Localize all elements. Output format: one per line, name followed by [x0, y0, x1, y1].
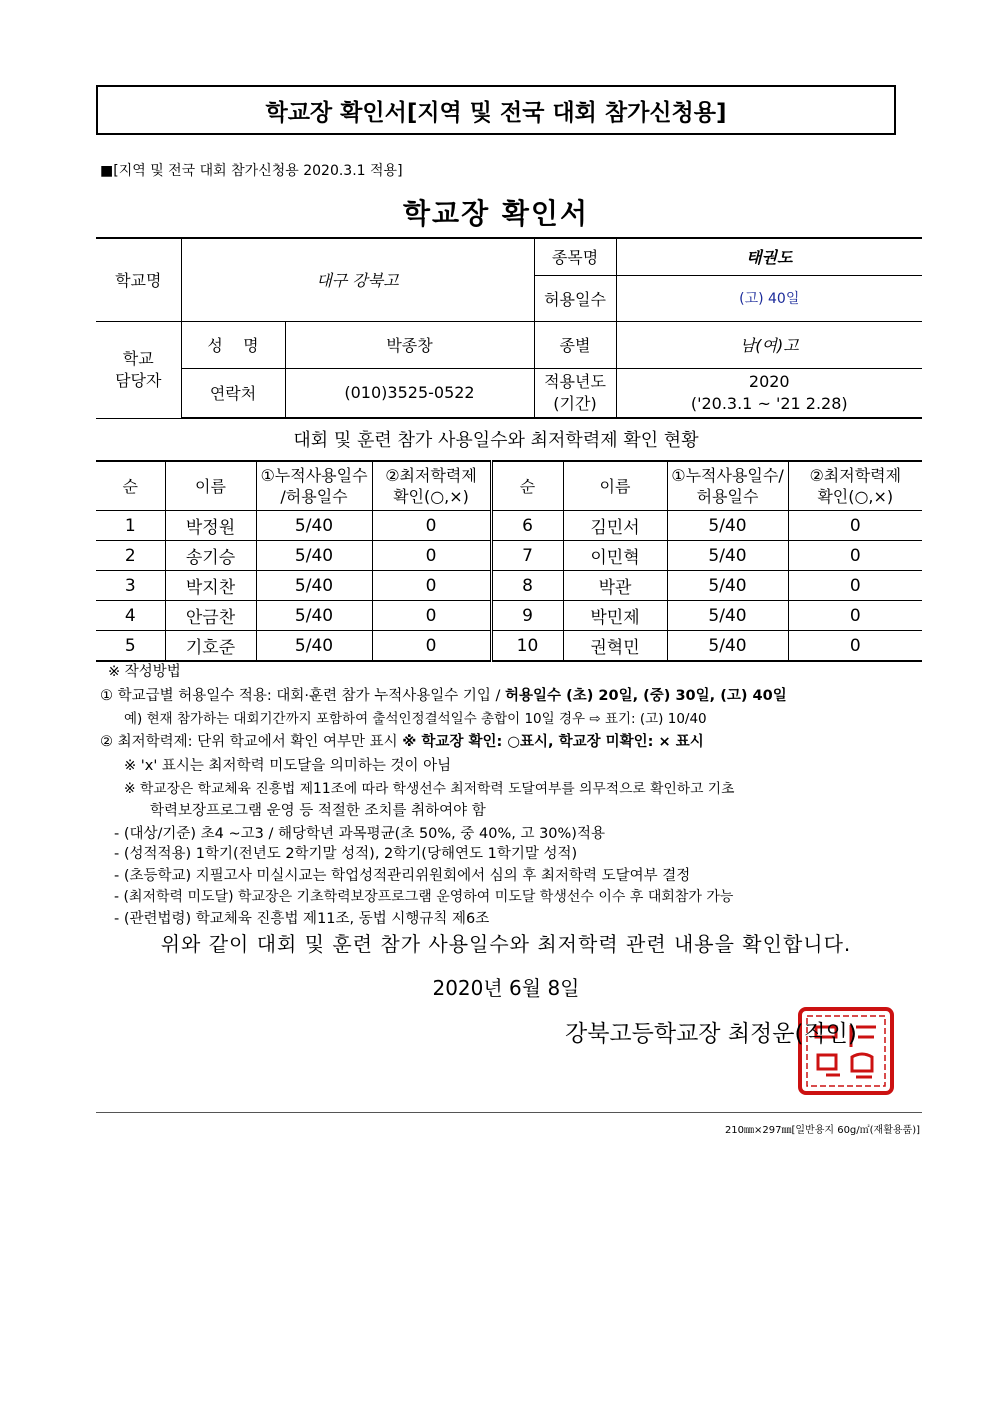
student-no: 9 [491, 601, 563, 631]
principal-signature: 강북고등학교장 최정운(직인) [565, 1021, 857, 1047]
student-no: 1 [96, 511, 165, 541]
table-row [96, 541, 922, 571]
subtitle: ■[지역 및 전국 대회 참가신청용 2020.3.1 적용] [100, 163, 403, 179]
note-4b: 학력보장프로그램 운영 등 적절한 조치를 취하여야 함 [150, 803, 486, 819]
col-name: 이름 [563, 461, 667, 511]
col-no: 순 [96, 461, 165, 511]
status-title: 대회 및 훈련 참가 사용일수와 최저학력제 확인 현황 [293, 430, 699, 451]
col-days: ①누적사용일수/ 허용일수 [667, 461, 788, 511]
student-days: 5/40 [667, 601, 788, 631]
manager-label: 학교 담당자 [96, 321, 181, 418]
note-2-text: ② 최저학력제: 단위 학교에서 확인 여부만 표시 [100, 734, 403, 750]
col-name: 이름 [165, 461, 256, 511]
status-table [96, 460, 922, 662]
school-name-value: 대구 강북고 [181, 238, 534, 321]
name-label: 성 명 [181, 321, 285, 368]
student-name: 송기승 [165, 541, 256, 571]
student-no: 5 [96, 631, 165, 662]
student-check: 0 [372, 541, 491, 571]
year-cell [616, 368, 922, 418]
note-1-bold: 허용일수 (초) 20일, (중) 30일, (고) 40일 [505, 688, 787, 704]
detail-4: - (최저학력 미도달) 학교장은 기초학력보장프로그램 운영하여 미도달 학생선수 이수 후 대회참가 가능 [114, 889, 734, 905]
note-2 [100, 730, 704, 751]
header-title: 학교장 확인서[지역 및 전국 대회 참가신청용] [96, 85, 896, 135]
student-name: 이민혁 [563, 541, 667, 571]
col-check: ②최저학력제 확인(○,×) [372, 461, 491, 511]
student-days: 5/40 [667, 511, 788, 541]
student-name: 박민제 [563, 601, 667, 631]
contact-label: 연락처 [181, 368, 285, 418]
paper-spec: 210㎜×297㎜[일반용지 60g/㎡(재활용품)] [724, 1125, 920, 1136]
student-check: 0 [372, 631, 491, 662]
student-check: 0 [372, 571, 491, 601]
student-days: 5/40 [256, 601, 372, 631]
category-value: 남(여)고 [616, 321, 922, 368]
event-value: 태권도 [616, 238, 922, 275]
detail-3: - (초등학교) 지필고사 미실시교는 학업성적관리위원회에서 심의 후 최저학력 도달여부 결정 [114, 868, 691, 884]
student-name: 권혁민 [563, 631, 667, 662]
footer-divider [96, 1112, 922, 1113]
student-no: 4 [96, 601, 165, 631]
student-name: 기호준 [165, 631, 256, 662]
student-days: 5/40 [667, 541, 788, 571]
info-table [96, 237, 922, 419]
table-row [96, 571, 922, 601]
note-1-text: ① 학교급별 허용일수 적용: 대회·훈련 참가 누적사용일수 기입 / [100, 688, 506, 704]
col-days: ①누적사용일수 /허용일수 [256, 461, 372, 511]
student-check: 0 [788, 631, 922, 662]
student-days: 5/40 [256, 511, 372, 541]
student-check: 0 [372, 511, 491, 541]
category-label: 종별 [534, 321, 616, 368]
student-name: 박지찬 [165, 571, 256, 601]
student-name: 김민서 [563, 511, 667, 541]
note-3: ※ 'x' 표시는 최저학력 미도달을 의미하는 것이 아님 [124, 758, 452, 774]
student-days: 5/40 [256, 631, 372, 662]
allowed-days-value: (고) 40일 [616, 275, 922, 321]
student-check: 0 [788, 541, 922, 571]
period-value: ('20.3.1 ~ '21 2.28) [690, 393, 848, 413]
col-check: ②최저학력제 확인(○,×) [788, 461, 922, 511]
student-no: 6 [491, 511, 563, 541]
table-row [96, 601, 922, 631]
student-name: 박관 [563, 571, 667, 601]
student-no: 2 [96, 541, 165, 571]
student-name: 박정원 [165, 511, 256, 541]
student-check: 0 [788, 571, 922, 601]
note-1-example: 예) 현재 참가하는 대회기간까지 포함하여 출석인정결석일수 총합이 10일 경우 ⇨ 표기: (고) 10/40 [124, 711, 707, 727]
note-1 [100, 684, 787, 705]
student-no: 8 [491, 571, 563, 601]
note-2-bold: ※ 학교장 확인: ○표시, 학교장 미확인: × 표시 [402, 734, 704, 750]
student-check: 0 [372, 601, 491, 631]
student-check: 0 [788, 511, 922, 541]
table-row [96, 511, 922, 541]
year-label: 적용년도 (기간) [534, 368, 616, 418]
student-check: 0 [788, 601, 922, 631]
student-days: 5/40 [256, 571, 372, 601]
student-no: 10 [491, 631, 563, 662]
note-4: ※ 학교장은 학교체육 진흥법 제11조에 따라 학생선수 최저학력 도달여부를 의무적으로 확인하고 기초 [124, 781, 735, 797]
student-name: 안금찬 [165, 601, 256, 631]
year-value: 2020 [748, 371, 790, 391]
student-days: 5/40 [256, 541, 372, 571]
col-no: 순 [491, 461, 563, 511]
school-name-label: 학교명 [96, 238, 181, 321]
student-days: 5/40 [667, 631, 788, 662]
event-label: 종목명 [534, 238, 616, 275]
detail-2: - (성적적용) 1학기(전년도 2학기말 성적), 2학기(당해연도 1학기말 성적) [114, 846, 578, 862]
allowed-days-label: 허용일수 [534, 275, 616, 321]
name-value: 박종창 [285, 321, 534, 368]
detail-1: - (대상/기준) 초4 ~고3 / 해당학년 과목평균(초 50%, 중 40%, 고 30%)적용 [114, 826, 605, 842]
notes-heading: ※ 작성방법 [108, 664, 181, 680]
date-text: 2020년 6월 8일 [432, 976, 580, 1000]
detail-5: - (관련법령) 학교체육 진흥법 제11조, 동법 시행규칙 제6조 [114, 911, 490, 927]
confirm-text: 위와 같이 대회 및 훈련 참가 사용일수와 최저학력 관련 내용을 확인합니다. [160, 932, 852, 956]
student-no: 3 [96, 571, 165, 601]
table-row [96, 631, 922, 662]
document-title: 학교장 확인서 [402, 197, 590, 230]
student-no: 7 [491, 541, 563, 571]
student-days: 5/40 [667, 571, 788, 601]
contact-value: (010)3525-0522 [285, 368, 534, 418]
